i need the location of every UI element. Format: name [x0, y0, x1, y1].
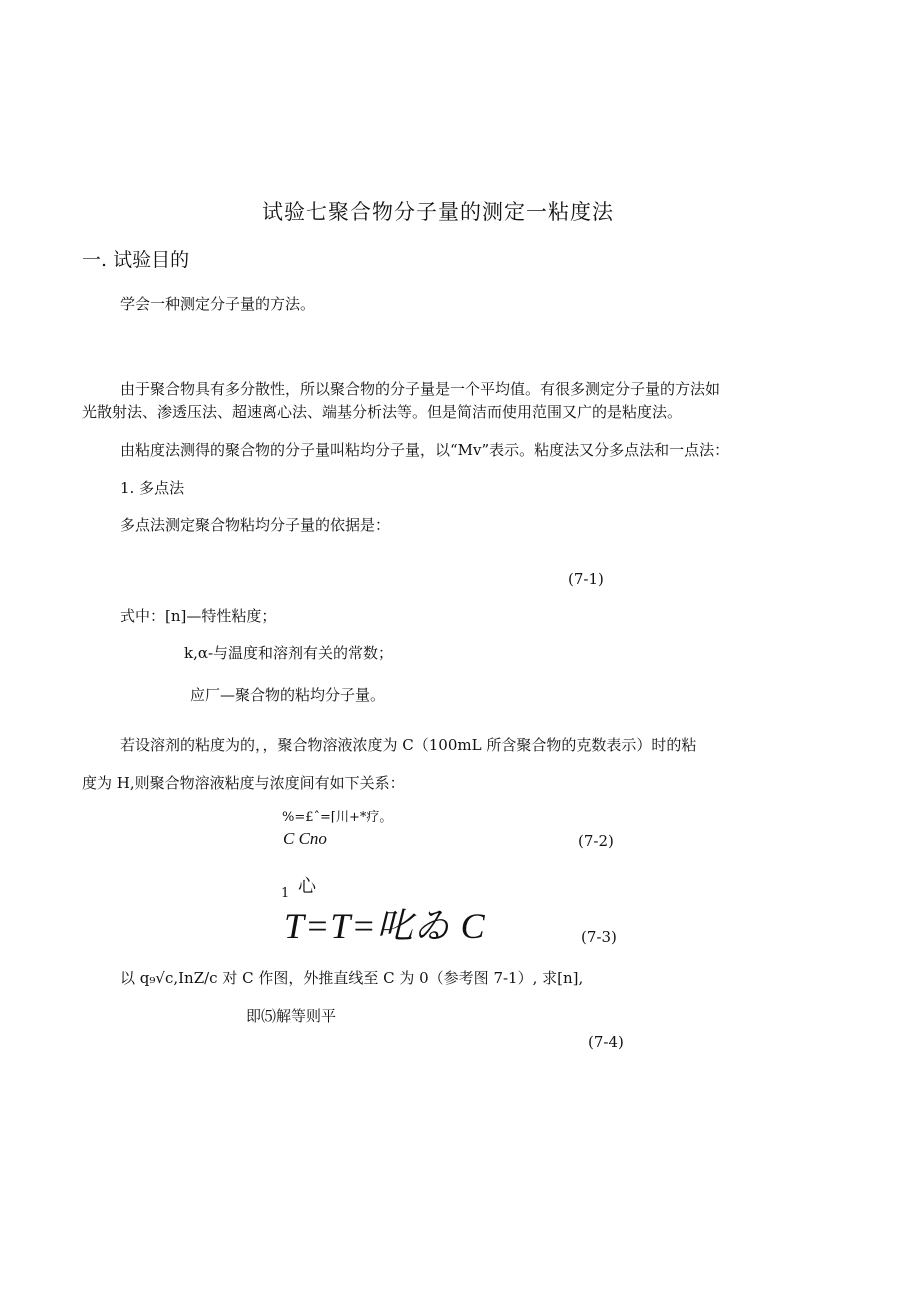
paragraph-basis: 多点法测定聚合物粘均分子量的依据是：	[120, 516, 391, 534]
equation-7-3-index: 1	[281, 886, 290, 901]
equation-7-2-numerator: %=£ˆ=⌈川+*疗。	[282, 810, 393, 825]
equation-number-7-3: (7-3)	[581, 928, 617, 946]
equation-number-7-1: (7-1)	[568, 570, 604, 588]
equation-7-2-denominator: C Cno	[283, 829, 327, 848]
paragraph-solvent-line2: 度为 H,则聚合物溶液粘度与浓度间有如下关系：	[82, 774, 405, 792]
paragraph-solvent-line1: 若设溶剂的粘度为的，，聚合物溶液浓度为 C（100mL 所含聚合物的克数表示）时的粘	[120, 736, 697, 754]
equation-number-7-2: (7-2)	[578, 832, 614, 850]
definition-intrinsic-viscosity: 式中：[n]—特性粘度；	[120, 607, 277, 625]
equation-number-7-4: (7-4)	[588, 1033, 624, 1051]
equation-7-3-main: T=T=叱ゐ C	[284, 906, 486, 946]
definition-mv: 应厂—聚合物的粘均分子量。	[190, 686, 386, 704]
paragraph-intro-line2: 光散射法、渗透压法、超速离心法、端基分析法等。但是简洁而使用范围又广的是粘度法。	[82, 403, 683, 421]
paragraph-plot: 以 q₉√c,InZ/c 对 C 作图，外推直线至 C 为 0（参考图 7-1）, 求[n],	[120, 969, 584, 987]
document-title: 试验七聚合物分子量的测定一粘度法	[262, 200, 614, 224]
paragraph-solve: 即⑸解等则平	[246, 1007, 337, 1025]
section-heading-purpose: 一. 试验目的	[82, 249, 190, 271]
paragraph-intro-line1: 由于聚合物具有多分散性，所以聚合物的分子量是一个平均值。有很多测定分子量的方法如	[120, 380, 721, 398]
equation-7-3-top: 心	[298, 876, 316, 897]
definition-constants: k,α-与温度和溶剂有关的常数；	[184, 644, 394, 662]
list-item-multipoint: 1. 多点法	[120, 479, 185, 497]
paragraph-purpose: 学会一种测定分子量的方法。	[120, 295, 316, 313]
paragraph-viscosity-methods: 由粘度法测得的聚合物的分子量叫粘均分子量，以“Mv”表示。粘度法又分多点法和一点法：	[120, 441, 730, 459]
